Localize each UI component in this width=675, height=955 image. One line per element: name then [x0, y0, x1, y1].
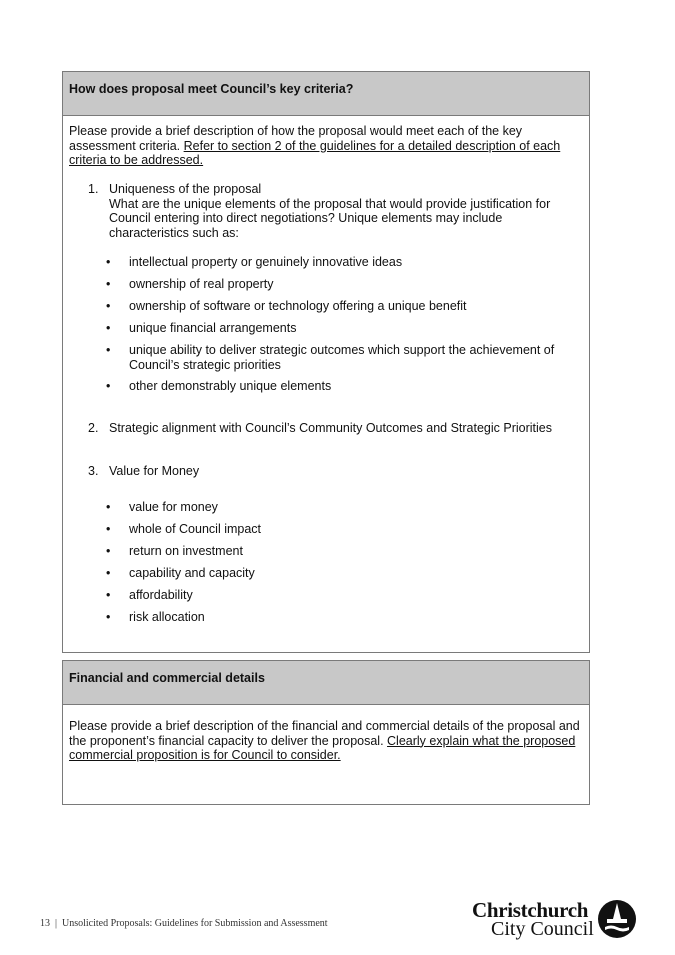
logo-line-1: Christchurch — [472, 898, 589, 922]
bullet-icon: • — [106, 277, 111, 291]
criteria-guideline-reference: Refer to section 2 of the guidelines for a detailed description of each criteria to be addressed. — [69, 138, 561, 167]
bullet-icon: • — [106, 566, 111, 580]
criterion-number: 2. — [88, 421, 99, 435]
bullet-icon: • — [106, 255, 111, 269]
financial-section — [62, 660, 590, 805]
bullet-icon: • — [106, 299, 111, 313]
criterion-number: 1. — [88, 182, 99, 196]
bullet-icon: • — [106, 321, 111, 335]
financial-body-text: Please provide a brief description of the financial and commercial details of the proposal and the proponent’s financial capacity to deliver the proposal. — [69, 719, 580, 748]
council-logo — [472, 898, 642, 940]
page-number: 13 — [40, 918, 50, 929]
criterion-number: 3. — [88, 464, 99, 478]
criterion-title: Value for Money — [109, 464, 200, 478]
bullet-icon: • — [106, 500, 111, 514]
financial-heading: Financial and commercial details — [63, 661, 589, 705]
cathedral-emblem-icon — [597, 899, 637, 939]
page-footer — [40, 918, 328, 929]
criterion-title: Strategic alignment with Council’s Community Outcomes and Strategic Priorities — [109, 421, 553, 435]
criterion-title: Uniqueness of the proposal — [109, 182, 262, 196]
footer-separator: | — [55, 918, 58, 929]
criteria-intro-text: Please provide a brief description of how the proposal would meet each of the key assessment criteria. — [69, 124, 523, 153]
bullet-icon: • — [106, 379, 111, 393]
financial-body — [63, 705, 589, 763]
criteria-heading: How does proposal meet Council’s key criteria? — [63, 72, 589, 116]
bullet-icon: • — [106, 588, 111, 602]
bullet-icon: • — [106, 610, 111, 624]
document-title: Unsolicited Proposals: Guidelines for Submission and Assessment — [62, 918, 328, 929]
bullet-icon: • — [106, 343, 111, 357]
financial-body-instruction: Clearly explain what the proposed commercial proposition is for Council to consider. — [69, 733, 576, 762]
criteria-intro — [63, 116, 589, 168]
criterion-description: What are the unique elements of the proposal that would provide justification for Council entering into direct negotiations? Unique elements may include characteristics such as: — [109, 196, 551, 240]
bullet-icon: • — [106, 544, 111, 558]
bullet-icon: • — [106, 522, 111, 536]
logo-line-2: City Council — [491, 918, 594, 940]
